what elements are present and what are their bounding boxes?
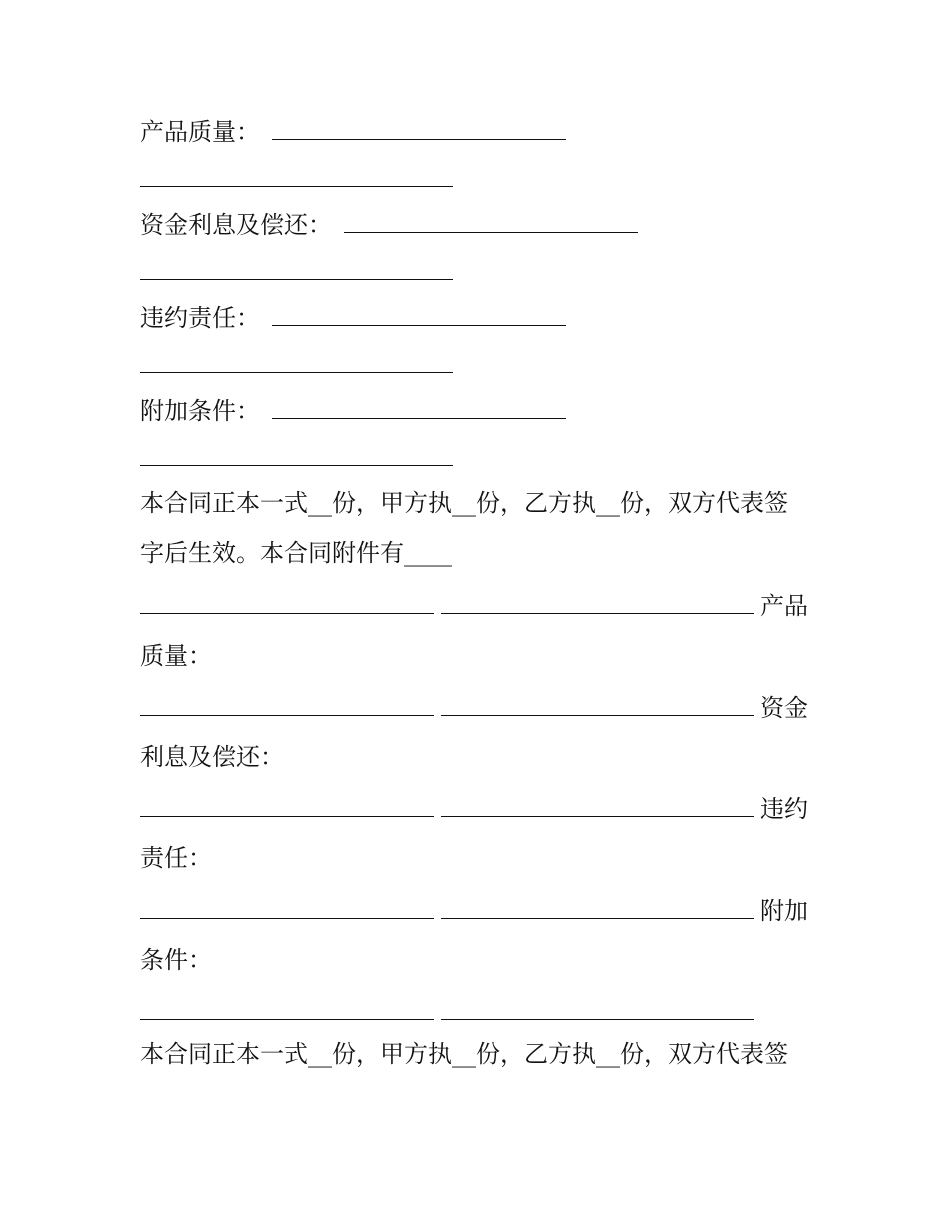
- clause-line-2: 字后生效。本合同附件有____: [140, 539, 452, 567]
- fill-blank: [140, 995, 434, 1020]
- clause-line-1: 本合同正本一式__份，甲方执__份，乙方执__份，双方代表签: [140, 489, 788, 517]
- fill-blank: [441, 894, 754, 919]
- wrapped-label-head: 违约: [760, 795, 808, 823]
- field-label: 违约责任：: [140, 304, 260, 332]
- repeat-row-breach-liability: [140, 792, 808, 822]
- field-product-quality: [140, 115, 566, 145]
- field-continuation-line: [140, 348, 453, 378]
- wrapped-label-tail: 条件：: [140, 946, 212, 974]
- fill-blank: [140, 894, 434, 919]
- wrapped-label-head: 资金: [760, 694, 808, 722]
- field-funds-interest: [140, 208, 638, 238]
- fill-blank: [140, 162, 453, 187]
- fill-blank: [140, 255, 453, 280]
- fill-blank: [140, 589, 434, 614]
- fill-blank: [272, 301, 566, 326]
- field-continuation-line: [140, 441, 453, 471]
- field-continuation-line: [140, 162, 453, 192]
- repeat-row-funds-interest: [140, 691, 808, 721]
- fill-blank: [140, 691, 434, 716]
- field-continuation-line: [140, 255, 453, 285]
- fill-blank: [272, 115, 566, 140]
- fill-blank: [441, 691, 754, 716]
- fill-blank: [140, 441, 453, 466]
- wrapped-label-tail: 质量：: [140, 642, 212, 670]
- fill-blank: [272, 394, 566, 419]
- repeat-row-blank: [140, 995, 754, 1025]
- closing-clause-line-1: 本合同正本一式__份，甲方执__份，乙方执__份，双方代表签: [140, 1040, 788, 1068]
- fill-blank: [441, 995, 754, 1020]
- wrapped-label-head: 附加: [760, 897, 808, 925]
- wrapped-label-head: 产品: [760, 592, 808, 620]
- field-label: 资金利息及偿还：: [140, 211, 332, 239]
- fill-blank: [140, 348, 453, 373]
- fill-blank: [140, 792, 434, 817]
- field-label: 附加条件：: [140, 397, 260, 425]
- fill-blank: [344, 208, 638, 233]
- fill-blank: [441, 589, 754, 614]
- wrapped-label-tail: 利息及偿还：: [140, 743, 284, 771]
- fill-blank: [441, 792, 754, 817]
- repeat-row-product-quality: [140, 589, 808, 619]
- field-additional-terms: [140, 394, 566, 424]
- field-label: 产品质量：: [140, 118, 260, 146]
- wrapped-label-tail: 责任：: [140, 844, 212, 872]
- repeat-row-additional-terms: [140, 894, 808, 924]
- field-breach-liability: [140, 301, 566, 331]
